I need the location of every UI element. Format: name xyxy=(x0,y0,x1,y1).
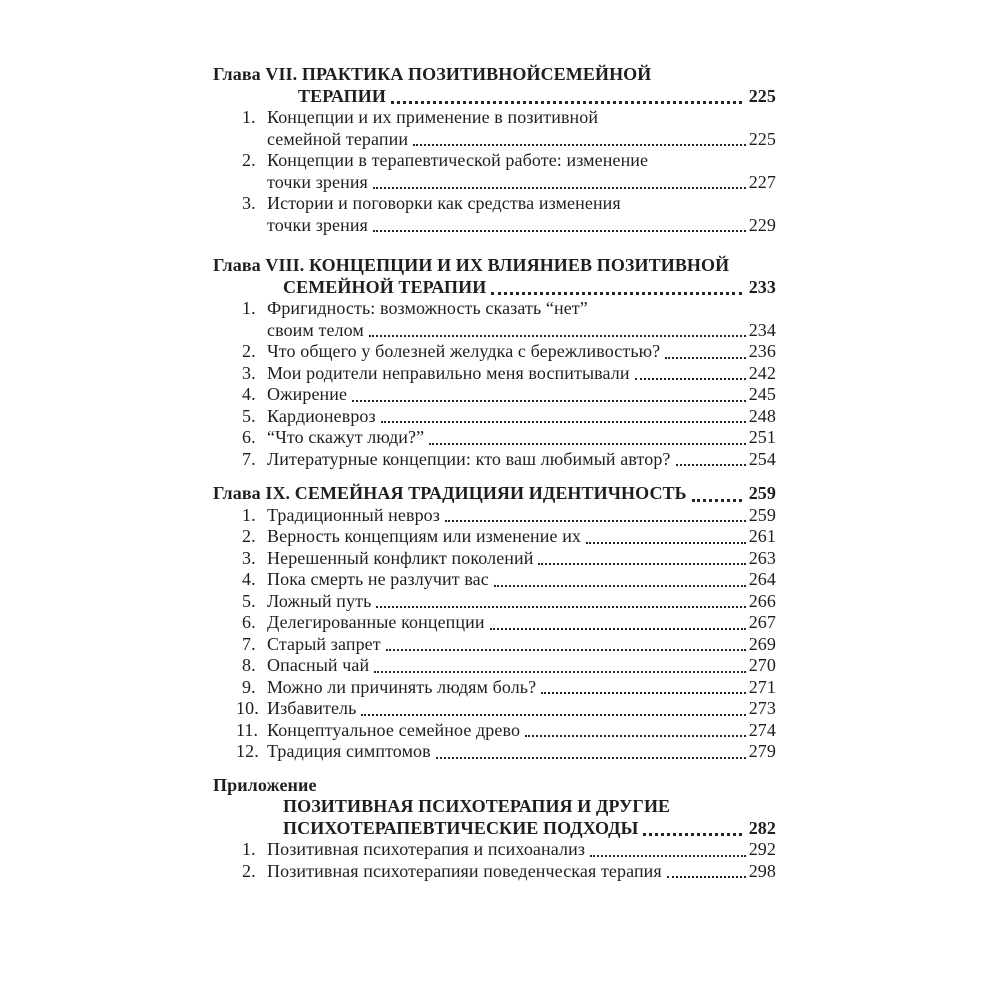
chapter-heading-line xyxy=(213,255,776,277)
entry-title: семейной терапии xyxy=(267,128,409,149)
entry-number: 5. xyxy=(242,405,256,426)
appendix-title-line xyxy=(213,796,776,818)
page-number: 236 xyxy=(748,341,776,361)
page-number: 279 xyxy=(748,741,776,761)
page-number: 269 xyxy=(748,633,776,654)
entry-number: 2. xyxy=(242,150,256,170)
entry-number: 1. xyxy=(242,107,256,127)
toc-entry-line xyxy=(213,591,776,613)
chapter-title-text: Глава VIII. КОНЦЕПЦИИ И ИХ ВЛИЯНИЕВ ПОЗИТИВНОЙ xyxy=(213,255,730,275)
appendix-title-line xyxy=(213,818,776,840)
entry-number: 3. xyxy=(242,193,256,213)
entry-number: 1. xyxy=(242,839,256,859)
entry-title: “Что скажут люди?” xyxy=(267,427,425,447)
page-number: 254 xyxy=(748,448,776,469)
toc-section-chapter-8 xyxy=(213,255,776,470)
dot-leader xyxy=(436,741,746,759)
entry-number: 2. xyxy=(242,860,256,881)
entry-title: Позитивная психотерапия и психоанализ xyxy=(267,839,586,859)
chapter-title-text: Глава IX. СЕМЕЙНАЯ ТРАДИЦИЯИ ИДЕНТИЧНОСТЬ xyxy=(213,483,687,503)
entry-number: 10. xyxy=(236,698,259,718)
dot-leader xyxy=(541,677,746,695)
toc-entry-line xyxy=(213,612,776,634)
chapter-heading-line xyxy=(213,277,776,299)
entry-number: 7. xyxy=(242,448,256,469)
toc-section-appendix xyxy=(213,775,776,883)
entry-number: 2. xyxy=(242,526,256,546)
dot-leader xyxy=(667,861,746,879)
entry-title: Позитивная психотерапияи поведенческая терапия xyxy=(267,860,662,881)
page-number: 227 xyxy=(748,171,776,192)
entry-title: Нерешенный конфликт поколений xyxy=(267,547,534,568)
toc-entry-line xyxy=(213,548,776,570)
toc-entry-line xyxy=(213,384,776,406)
toc-section-chapter-7 xyxy=(213,64,776,236)
page-number: 259 xyxy=(748,483,776,503)
dot-leader xyxy=(374,655,745,673)
dot-leader xyxy=(538,548,745,566)
page-number: 271 xyxy=(748,676,776,697)
entry-title: Ожирение xyxy=(267,384,348,404)
entry-number: 12. xyxy=(236,741,259,761)
entry-title: Избавитель xyxy=(267,698,357,718)
toc-entry-line xyxy=(213,741,776,763)
appendix-label-line xyxy=(213,775,776,797)
dot-leader xyxy=(413,129,746,147)
entry-number: 7. xyxy=(242,633,256,654)
entry-number: 9. xyxy=(242,676,256,697)
appendix-label: Приложение xyxy=(213,774,317,795)
entry-title: Литературные концепции: кто ваш любимый автор? xyxy=(267,448,671,469)
toc-entry-line xyxy=(213,172,776,194)
dot-leader xyxy=(590,839,746,857)
entry-number: 11. xyxy=(236,719,259,740)
page-number: 225 xyxy=(748,85,776,106)
page-number: 267 xyxy=(748,612,776,632)
dot-leader xyxy=(635,363,746,381)
dot-leader xyxy=(386,634,746,652)
page-number: 259 xyxy=(748,504,776,525)
entry-title: Пока смерть не разлучит вас xyxy=(267,569,489,589)
entry-title: Мои родители неправильно меня воспитывали xyxy=(267,362,630,383)
page-number: 251 xyxy=(748,427,776,447)
dot-leader xyxy=(429,427,746,445)
toc-entry-line xyxy=(213,569,776,591)
toc-entry-line xyxy=(213,363,776,385)
toc-entry-line xyxy=(213,861,776,883)
page-number: 274 xyxy=(748,719,776,740)
entry-title: Старый запрет xyxy=(267,633,381,654)
page-number: 229 xyxy=(748,214,776,235)
page-number: 263 xyxy=(748,547,776,568)
dot-leader xyxy=(376,591,745,609)
dot-leader xyxy=(391,86,742,105)
entry-number: 8. xyxy=(242,655,256,675)
appendix-title-text: ПОЗИТИВНАЯ ПСИХОТЕРАПИЯ И ДРУГИЕ xyxy=(283,796,671,816)
entry-title: Опасный чай xyxy=(267,655,370,675)
toc-entry-line xyxy=(213,150,776,172)
dot-leader xyxy=(361,698,745,716)
entry-title: Можно ли причинять людям боль? xyxy=(267,676,537,697)
page-number: 234 xyxy=(748,319,776,340)
toc-entry-line xyxy=(213,427,776,449)
page-number: 248 xyxy=(748,405,776,426)
page-number: 292 xyxy=(748,839,776,859)
dot-leader xyxy=(643,818,741,837)
dot-leader xyxy=(692,483,742,502)
chapter-title-text: Глава VII. ПРАКТИКА ПОЗИТИВНОЙСЕМЕЙНОЙ xyxy=(213,64,652,84)
entry-title: точки зрения xyxy=(267,171,368,192)
entry-title: точки зрения xyxy=(267,214,368,235)
page-number: 298 xyxy=(748,860,776,881)
page-number: 270 xyxy=(748,655,776,675)
entry-number: 3. xyxy=(242,362,256,383)
toc-entry-line xyxy=(213,677,776,699)
toc-entry-line xyxy=(213,129,776,151)
entry-title: Концептуальное семейное древо xyxy=(267,719,521,740)
entry-number: 6. xyxy=(242,427,256,447)
toc-entry-line xyxy=(213,839,776,861)
dot-leader xyxy=(676,449,746,467)
toc-entry-line xyxy=(213,107,776,129)
dot-leader xyxy=(445,505,746,523)
page-number: 266 xyxy=(748,590,776,611)
entry-number: 6. xyxy=(242,612,256,632)
entry-title: Кардионевроз xyxy=(267,405,376,426)
chapter-heading-line xyxy=(213,86,776,108)
entry-number: 4. xyxy=(242,384,256,404)
entry-title: Концепции и их применение в позитивной xyxy=(267,107,599,127)
entry-title: Что общего у болезней желудка с бережливостью? xyxy=(267,341,661,361)
toc-entry-line xyxy=(213,320,776,342)
toc-entry-line xyxy=(213,526,776,548)
toc-entry-line xyxy=(213,655,776,677)
toc-section-chapter-9 xyxy=(213,483,776,763)
toc-entry-line xyxy=(213,298,776,320)
toc-entry-line xyxy=(213,193,776,215)
entry-number: 3. xyxy=(242,547,256,568)
entry-number: 4. xyxy=(242,569,256,589)
page-number: 261 xyxy=(748,526,776,546)
page-number: 225 xyxy=(748,128,776,149)
toc-entry-line xyxy=(213,341,776,363)
page-number: 245 xyxy=(748,384,776,404)
entry-title: Традиционный невроз xyxy=(267,504,440,525)
entry-title: Концепции в терапевтической работе: изменение xyxy=(267,150,649,170)
entry-number: 1. xyxy=(242,298,256,318)
entry-title: Истории и поговорки как средства изменения xyxy=(267,193,621,213)
entry-number: 2. xyxy=(242,341,256,361)
dot-leader xyxy=(381,406,746,424)
chapter-title-text: ТЕРАПИИ xyxy=(298,85,386,106)
toc-entry-line xyxy=(213,449,776,471)
dot-leader xyxy=(494,569,746,587)
toc-entry-line xyxy=(213,698,776,720)
toc-entry-line xyxy=(213,215,776,237)
entry-title: Фригидность: возможность сказать “нет” xyxy=(267,298,588,318)
dot-leader xyxy=(373,172,746,190)
dot-leader xyxy=(373,215,746,233)
dot-leader xyxy=(491,277,741,296)
chapter-heading-line xyxy=(213,64,776,86)
entry-number: 1. xyxy=(242,504,256,525)
page-number: 233 xyxy=(748,276,776,297)
page-number: 282 xyxy=(748,817,776,838)
toc-entry-line xyxy=(213,720,776,742)
toc-entry-line xyxy=(213,634,776,656)
appendix-title-text: ПСИХОТЕРАПЕВТИЧЕСКИЕ ПОДХОДЫ xyxy=(283,817,639,838)
entry-number: 5. xyxy=(242,590,256,611)
entry-title: Верность концепциям или изменение их xyxy=(267,526,582,546)
table-of-contents xyxy=(213,64,776,882)
toc-entry-line xyxy=(213,505,776,527)
dot-leader xyxy=(369,320,746,338)
dot-leader xyxy=(525,720,746,738)
chapter-title-text: СЕМЕЙНОЙ ТЕРАПИИ xyxy=(283,276,487,297)
entry-title: Традиция симптомов xyxy=(267,741,431,761)
page-number: 242 xyxy=(748,362,776,383)
dot-leader xyxy=(665,341,745,359)
dot-leader xyxy=(352,384,746,402)
toc-entry-line xyxy=(213,406,776,428)
dot-leader xyxy=(490,612,746,630)
chapter-heading-line xyxy=(213,483,776,505)
page-number: 264 xyxy=(748,569,776,589)
page-number: 273 xyxy=(748,698,776,718)
entry-title: Делегированные концепции xyxy=(267,612,485,632)
dot-leader xyxy=(586,526,746,544)
entry-title: своим телом xyxy=(267,319,364,340)
entry-title: Ложный путь xyxy=(267,590,372,611)
